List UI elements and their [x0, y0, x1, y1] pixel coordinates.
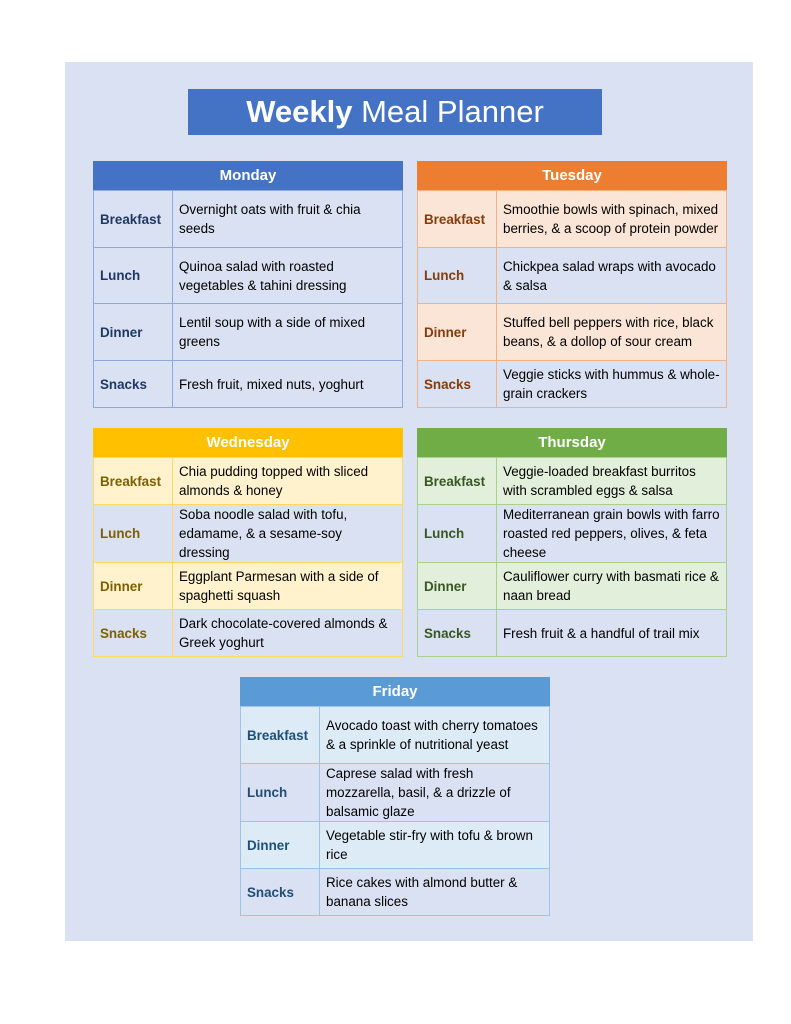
meal-label: Dinner: [94, 304, 173, 361]
day-card-thursday: [417, 428, 727, 657]
meal-row-dinner: [94, 563, 403, 610]
meal-text: Dark chocolate-covered almonds & Greek yoghurt: [173, 610, 403, 657]
meal-row-lunch: [418, 248, 727, 304]
meal-text: Quinoa salad with roasted vegetables & tahini dressing: [173, 248, 403, 304]
meal-label: Lunch: [418, 505, 497, 563]
day-card-tuesday: [417, 161, 727, 408]
meal-text: Vegetable stir-fry with tofu & brown rice: [320, 822, 550, 869]
meal-row-snacks: [94, 361, 403, 408]
meal-row-breakfast: [94, 191, 403, 248]
meal-table: [417, 457, 727, 657]
meal-row-lunch: [94, 505, 403, 563]
meal-row-dinner: [418, 563, 727, 610]
meal-label: Lunch: [418, 248, 497, 304]
day-header: Monday: [93, 161, 403, 190]
meal-text: Chia pudding topped with sliced almonds & honey: [173, 458, 403, 505]
meal-row-snacks: [418, 361, 727, 408]
meal-text: Mediterranean grain bowls with farro roasted red peppers, olives, & feta cheese: [497, 505, 727, 563]
meal-table: [93, 190, 403, 408]
meal-text: Eggplant Parmesan with a side of spaghetti squash: [173, 563, 403, 610]
meal-label: Snacks: [94, 361, 173, 408]
day-header: Tuesday: [417, 161, 727, 190]
meal-row-breakfast: [418, 191, 727, 248]
meal-row-breakfast: [94, 458, 403, 505]
meal-text: Stuffed bell peppers with rice, black beans, & a dollop of sour cream: [497, 304, 727, 361]
meal-text: Fresh fruit, mixed nuts, yoghurt: [173, 361, 403, 408]
meal-row-snacks: [418, 610, 727, 657]
meal-text: Smoothie bowls with spinach, mixed berries, & a scoop of protein powder: [497, 191, 727, 248]
meal-text: Lentil soup with a side of mixed greens: [173, 304, 403, 361]
meal-text: Veggie sticks with hummus & whole-grain crackers: [497, 361, 727, 408]
page-title: [188, 89, 602, 135]
meal-label: Dinner: [418, 304, 497, 361]
meal-row-dinner: [94, 304, 403, 361]
meal-label: Lunch: [94, 248, 173, 304]
title-bold: Weekly: [246, 94, 353, 129]
day-header: Friday: [240, 677, 550, 706]
meal-label: Breakfast: [418, 458, 497, 505]
meal-row-snacks: [241, 869, 550, 916]
meal-row-snacks: [94, 610, 403, 657]
meal-label: Snacks: [94, 610, 173, 657]
meal-text: Chickpea salad wraps with avocado & salsa: [497, 248, 727, 304]
meal-row-dinner: [241, 822, 550, 869]
meal-label: Breakfast: [94, 191, 173, 248]
meal-text: Rice cakes with almond butter & banana slices: [320, 869, 550, 916]
meal-row-breakfast: [418, 458, 727, 505]
day-header: Wednesday: [93, 428, 403, 457]
meal-table: [93, 457, 403, 657]
meal-table: [417, 190, 727, 408]
day-header: Thursday: [417, 428, 727, 457]
meal-row-dinner: [418, 304, 727, 361]
meal-label: Snacks: [241, 869, 320, 916]
meal-label: Lunch: [241, 764, 320, 822]
day-card-monday: [93, 161, 403, 408]
meal-text: Caprese salad with fresh mozzarella, basil, & a drizzle of balsamic glaze: [320, 764, 550, 822]
meal-label: Dinner: [94, 563, 173, 610]
meal-text: Avocado toast with cherry tomatoes & a sprinkle of nutritional yeast: [320, 707, 550, 764]
meal-label: Snacks: [418, 361, 497, 408]
meal-text: Soba noodle salad with tofu, edamame, & a sesame-soy dressing: [173, 505, 403, 563]
meal-row-lunch: [241, 764, 550, 822]
day-card-wednesday: [93, 428, 403, 657]
meal-row-lunch: [94, 248, 403, 304]
meal-row-breakfast: [241, 707, 550, 764]
meal-text: Overnight oats with fruit & chia seeds: [173, 191, 403, 248]
meal-label: Breakfast: [94, 458, 173, 505]
meal-table: [240, 706, 550, 916]
meal-label: Breakfast: [241, 707, 320, 764]
meal-text: Cauliflower curry with basmati rice & naan bread: [497, 563, 727, 610]
meal-text: Fresh fruit & a handful of trail mix: [497, 610, 727, 657]
meal-row-lunch: [418, 505, 727, 563]
meal-label: Dinner: [241, 822, 320, 869]
meal-label: Breakfast: [418, 191, 497, 248]
meal-label: Lunch: [94, 505, 173, 563]
meal-text: Veggie-loaded breakfast burritos with scrambled eggs & salsa: [497, 458, 727, 505]
meal-label: Dinner: [418, 563, 497, 610]
title-rest: Meal Planner: [352, 94, 544, 129]
day-card-friday: [240, 677, 550, 916]
meal-label: Snacks: [418, 610, 497, 657]
